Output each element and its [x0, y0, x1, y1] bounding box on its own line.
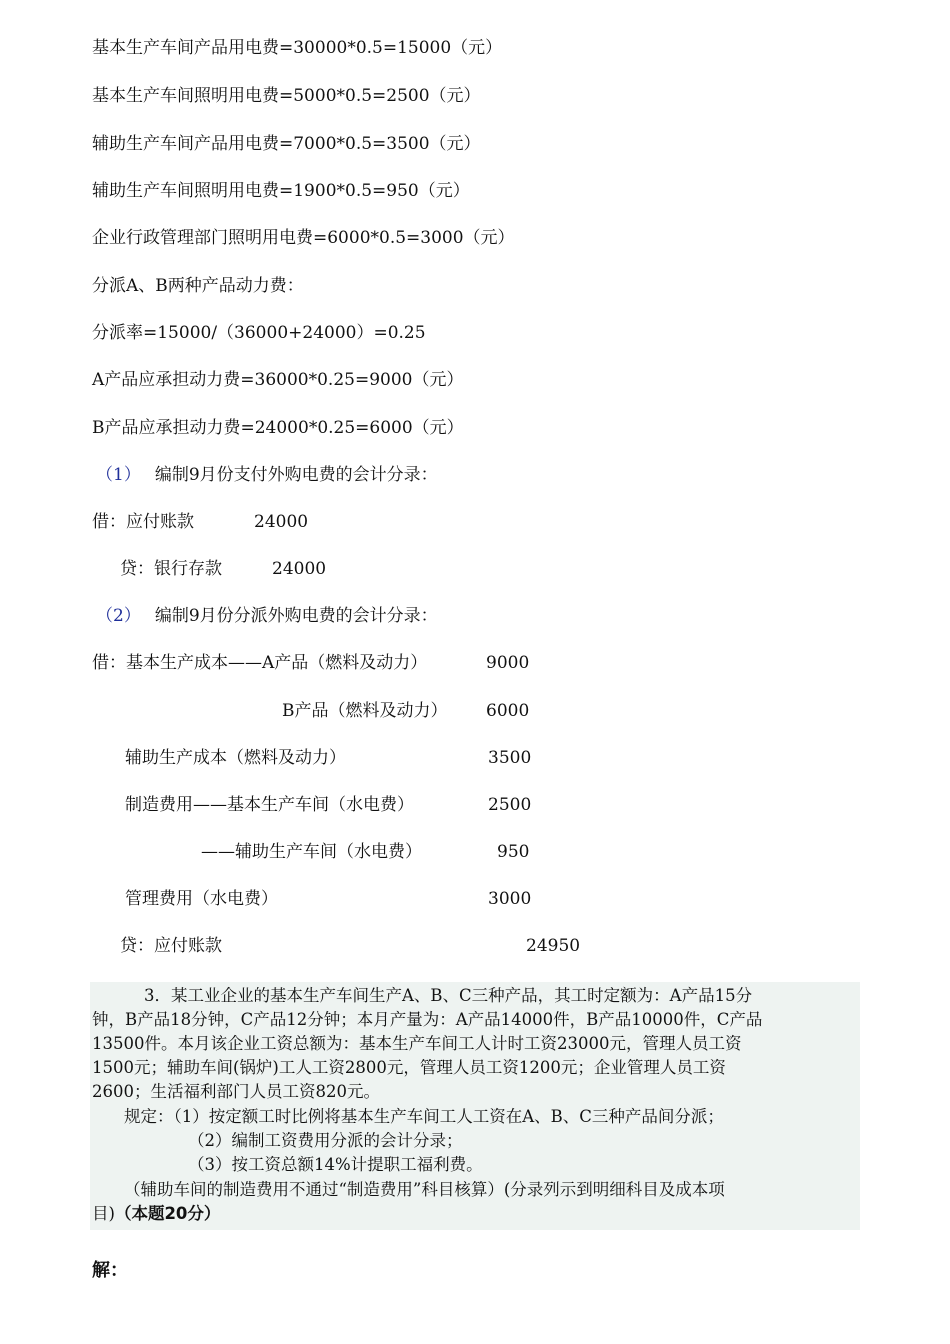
problem-line-text: 目) [92, 1204, 115, 1223]
score-note: （本题20分） [114, 1204, 221, 1223]
calc-line: 辅助生产车间照明用电费=1900*0.5=950（元） [92, 181, 470, 201]
solution-label: 解： [92, 1260, 128, 1281]
problem-line: （2）编制工资费用分派的会计分录； [188, 1131, 463, 1150]
problem-line: 3．某工业企业的基本生产车间生产A、B、C三种产品，其工时定额为：A产品15分 [144, 986, 753, 1005]
step-heading [96, 465, 438, 485]
entry-label: B产品（燃料及动力） [282, 701, 448, 721]
calc-line: B产品应承担动力费=24000*0.25=6000（元） [92, 418, 464, 438]
entry-label: 辅助生产成本（燃料及动力） [125, 748, 346, 768]
calc-line: 基本生产车间照明用电费=5000*0.5=2500（元） [92, 86, 481, 106]
debit-amount: 24000 [254, 512, 309, 532]
calc-line: 辅助生产车间产品用电费=7000*0.5=3500（元） [92, 134, 481, 154]
problem-line: （3）按工资总额14%计提职工福利费。 [188, 1155, 483, 1174]
problem-line: 13500件。本月该企业工资总额为：基本生产车间工人计时工资23000元，管理人员工资 [92, 1034, 742, 1053]
calc-line: 企业行政管理部门照明用电费=6000*0.5=3000（元） [92, 228, 515, 248]
entry-amount: 2500 [488, 795, 532, 815]
step-number: （2） [96, 606, 141, 626]
problem-line: 钟，B产品18分钟，C产品12分钟；本月产量为：A产品14000件，B产品10000件，C产品 [92, 1010, 763, 1029]
calc-line: 分派率=15000/（36000+24000）=0.25 [92, 323, 426, 343]
entry-amount: 6000 [486, 701, 530, 721]
credit-label: 贷：银行存款 [120, 559, 222, 579]
problem-line [92, 1203, 220, 1225]
entry-label: ——辅助生产车间（水电费） [201, 842, 422, 862]
entry-amount: 24950 [526, 936, 581, 956]
calc-line: 基本生产车间产品用电费=30000*0.5=15000（元） [92, 38, 503, 58]
problem-line: 2600；生活福利部门人员工资820元。 [92, 1082, 380, 1101]
entry-amount: 950 [497, 842, 530, 862]
calc-line: A产品应承担动力费=36000*0.25=9000（元） [92, 370, 464, 390]
problem-line: 规定：（1）按定额工时比例将基本生产车间工人工资在A、B、C三种产品间分派； [124, 1107, 724, 1126]
step-heading [96, 606, 438, 626]
problem-line: 1500元；辅助车间(锅炉)工人工资2800元，管理人员工资1200元；企业管理人员工资 [92, 1058, 726, 1077]
credit-amount: 24000 [272, 559, 327, 579]
calc-line: 分派A、B两种产品动力费： [92, 276, 304, 296]
entry-amount: 3500 [488, 748, 532, 768]
step-number: （1） [96, 465, 141, 485]
entry-amount: 3000 [488, 889, 532, 909]
entry-label: 制造费用——基本生产车间（水电费） [125, 795, 414, 815]
entry-amount: 9000 [486, 653, 530, 673]
entry-label: 贷：应付账款 [120, 936, 222, 956]
debit-label: 借：应付账款 [92, 512, 194, 532]
step-text: 编制9月份支付外购电费的会计分录： [154, 465, 438, 485]
step-text: 编制9月份分派外购电费的会计分录： [154, 606, 438, 626]
entry-label: 借：基本生产成本——A产品（燃料及动力） [92, 653, 428, 673]
problem-line: （辅助车间的制造费用不通过“制造费用”科目核算）(分录列示到明细科目及成本项 [124, 1180, 725, 1199]
entry-label: 管理费用（水电费） [125, 889, 278, 909]
problem-block [90, 982, 860, 1230]
